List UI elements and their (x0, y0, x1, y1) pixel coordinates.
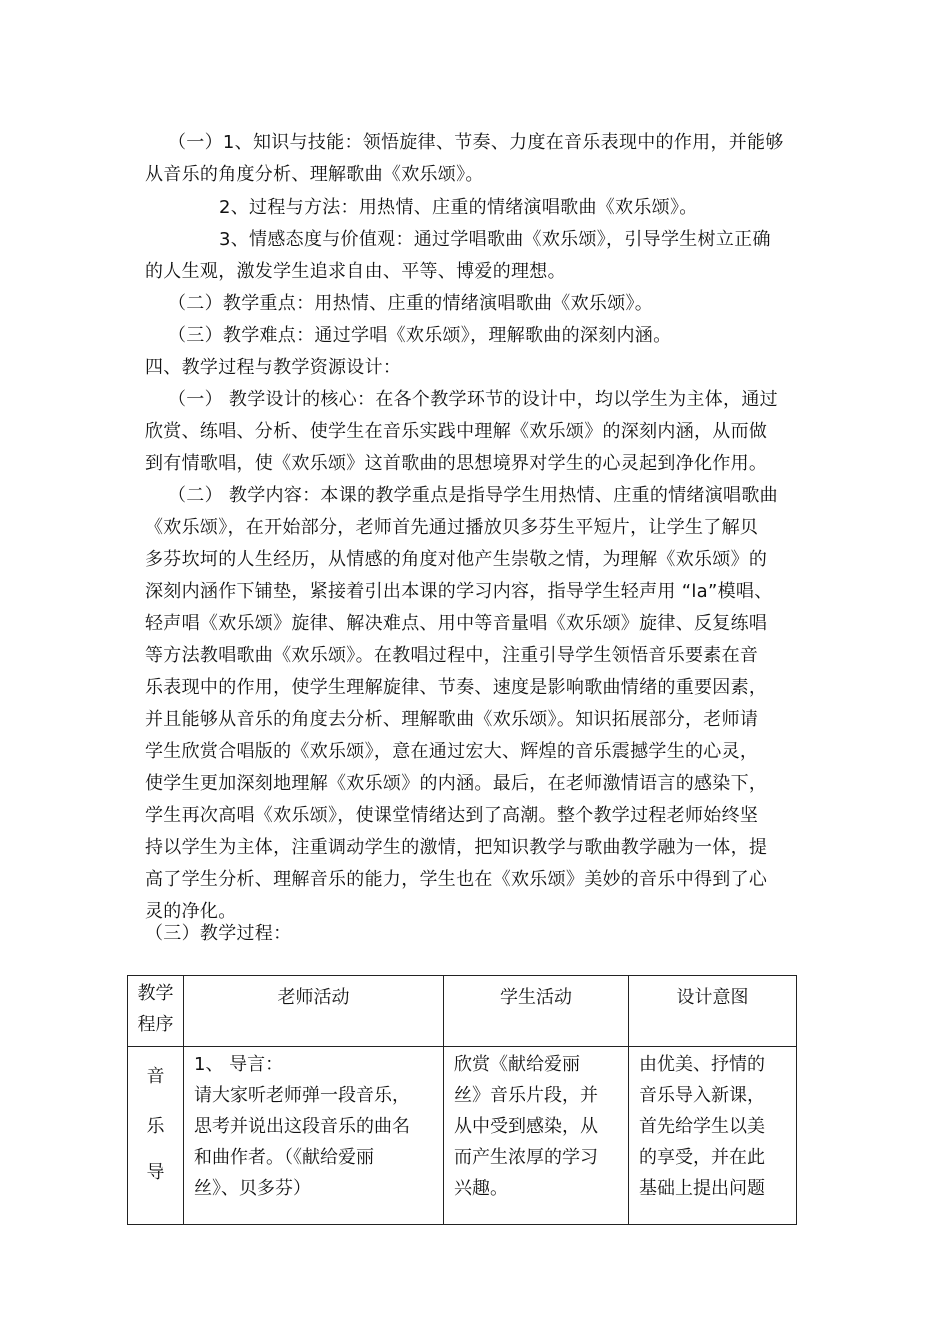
header-sequence-line1: 教学 (137, 983, 174, 1004)
paragraph-line: 乐表现中的作用，使学生理解旋律、节奏、速度是影响歌曲情绪的重要因素， (145, 677, 768, 698)
paragraph-line: 的人生观，激发学生追求自由、平等、博爱的理想。 (145, 261, 566, 282)
paragraph-line: 多芬坎坷的人生经历，从情感的角度对他产生崇敬之情，为理解《欢乐颂》的 (145, 549, 768, 570)
student-activity-line: 而产生浓厚的学习 (454, 1147, 598, 1168)
teacher-activity-cell (184, 1047, 444, 1225)
header-design-intent: 设计意图 (629, 976, 797, 1047)
header-sequence (128, 976, 184, 1047)
design-intent-line: 由优美、抒情的 (639, 1054, 765, 1075)
student-activity-cell (444, 1047, 629, 1225)
section-heading: 四、教学过程与教学资源设计： (145, 357, 402, 378)
paragraph-line: 3、情感态度与价值观：通过学唱歌曲《欢乐颂》，引导学生树立正确 (219, 229, 771, 250)
teacher-activity-line: 和曲作者。（《献给爱丽 (194, 1147, 374, 1168)
header-sequence-line2: 程序 (137, 1014, 174, 1035)
design-intent-line: 的享受，并在此 (639, 1147, 765, 1168)
teacher-activity-line: 丝》、贝多芬） (194, 1178, 311, 1199)
sequence-char: 音 (146, 1066, 165, 1087)
paragraph-line: 学生再次高唱《欢乐颂》，使课堂情绪达到了高潮。整个教学过程老师始终坚 (145, 805, 759, 826)
paragraph-line: （二） 教学内容：本课的教学重点是指导学生用热情、庄重的情绪演唱歌曲 (168, 485, 778, 506)
teacher-activity-line: 请大家听老师弹一段音乐， (194, 1085, 410, 1106)
paragraph-line: 轻声唱《欢乐颂》旋律、解决难点、用中等音量唱《欢乐颂》旋律、反复练唱 (145, 613, 768, 634)
paragraph-line: 使学生更加深刻地理解《欢乐颂》的内涵。最后，在老师激情语言的感染下， (145, 773, 768, 794)
paragraph-line: 学生欣赏合唱版的《欢乐颂》，意在通过宏大、辉煌的音乐震撼学生的心灵， (145, 741, 759, 762)
paragraph-line: （二）教学重点：用热情、庄重的情绪演唱歌曲《欢乐颂》。 (168, 293, 654, 314)
design-intent-line: 首先给学生以美 (639, 1116, 765, 1137)
paragraph-line: 到有情歌唱，使《欢乐颂》这首歌曲的思想境界对学生的心灵起到净化作用。 (145, 453, 768, 474)
paragraph-line: 《欢乐颂》，在开始部分，老师首先通过播放贝多芬生平短片，让学生了解贝 (145, 517, 759, 538)
header-teacher-activity: 老师活动 (184, 976, 444, 1047)
table-header-row (128, 976, 797, 1047)
paragraph-line: 欣赏、练唱、分析、使学生在音乐实践中理解《欢乐颂》的深刻内涵，从而做 (145, 421, 768, 442)
paragraph-line: 并且能够从音乐的角度去分析、理解歌曲《欢乐颂》。知识拓展部分，老师请 (145, 709, 759, 730)
paragraph-line: 高了学生分析、理解音乐的能力，学生也在《欢乐颂》美妙的音乐中得到了心 (145, 869, 768, 890)
table-row (128, 1047, 797, 1225)
paragraph-line: 等方法教唱歌曲《欢乐颂》。在教唱过程中，注重引导学生领悟音乐要素在音 (145, 645, 759, 666)
teacher-activity-line: 思考并说出这段音乐的曲名 (194, 1116, 410, 1137)
student-activity-line: 丝》音乐片段，并 (454, 1085, 598, 1106)
design-intent-line: 音乐导入新课， (639, 1085, 765, 1106)
teacher-activity-line: 1、 导言： (194, 1054, 284, 1075)
paragraph-line: 持以学生为主体，注重调动学生的激情，把知识教学与歌曲教学融为一体，提 (145, 837, 768, 858)
paragraph-line: 从音乐的角度分析、理解歌曲《欢乐颂》。 (145, 164, 484, 185)
paragraph-line: 深刻内涵作下铺垫，紧接着引出本课的学习内容，指导学生轻声用 “la”模唱、 (145, 581, 773, 602)
paragraph-line: （一） 教学设计的核心：在各个教学环节的设计中，均以学生为主体，通过 (168, 389, 778, 410)
section-heading: （三）教学过程： (145, 923, 292, 944)
student-activity-line: 兴趣。 (454, 1178, 508, 1199)
paragraph-line: （三）教学难点：通过学唱《欢乐颂》，理解歌曲的深刻内涵。 (168, 325, 672, 346)
design-intent-cell (629, 1047, 797, 1225)
teaching-process-table (127, 975, 797, 1225)
header-student-activity: 学生活动 (444, 976, 629, 1047)
paragraph-line: 2、过程与方法：用热情、庄重的情绪演唱歌曲《欢乐颂》。 (219, 197, 698, 218)
paragraph-line: （一）1、知识与技能：领悟旋律、节奏、力度在音乐表现中的作用，并能够 (168, 132, 784, 153)
student-activity-line: 从中受到感染，从 (454, 1116, 598, 1137)
paragraph-line: 灵的净化。 (145, 901, 237, 922)
sequence-cell (128, 1047, 184, 1225)
design-intent-line: 基础上提出问题 (639, 1178, 765, 1199)
student-activity-line: 欣赏《献给爱丽 (454, 1054, 580, 1075)
sequence-char: 乐 (146, 1116, 165, 1137)
sequence-char: 导 (146, 1162, 165, 1183)
